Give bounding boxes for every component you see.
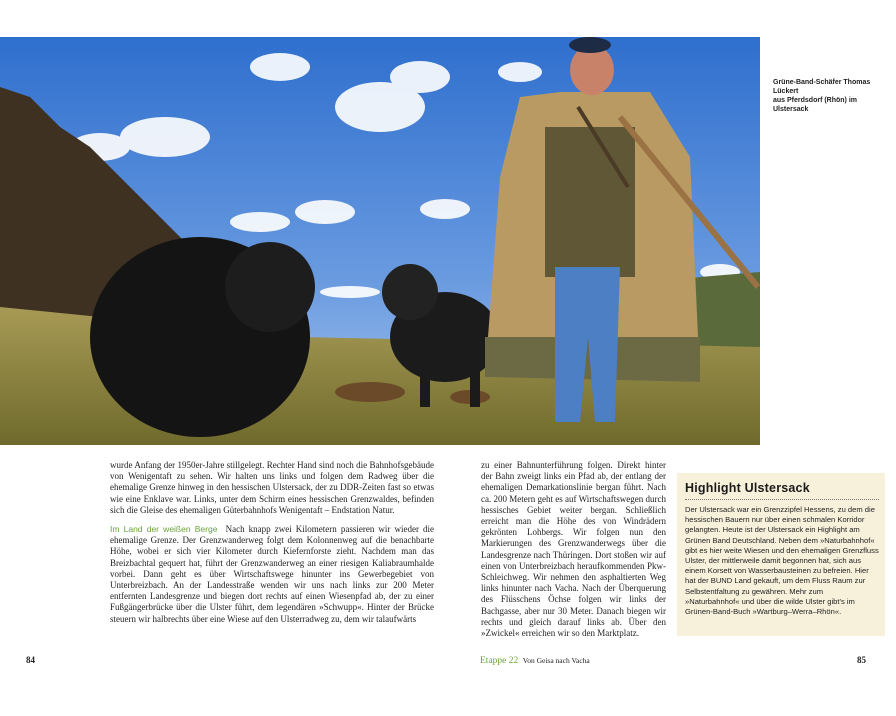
page-number-left: 84	[26, 655, 35, 665]
running-footer	[480, 655, 590, 666]
text-column-middle	[481, 460, 666, 639]
route-label: Von Geisa nach Vacha	[522, 656, 590, 665]
stage-label: Etappe 22	[480, 656, 519, 666]
highlight-box	[677, 473, 885, 636]
page-number-right: 85	[857, 655, 866, 665]
caption-line-1: Grüne-Band-Schäfer Thomas Lückert	[773, 79, 871, 95]
highlight-text: Der Ulstersack war ein Grenzzipfel Hessens, zu dem die hessischen Bauern nur über einen schmalen Korridor gelangten. Heute ist der Ulstersack ein Highlight am Grünen Band Deutschland. Neben dem »Naturbahnhof« gibt es hier weite Wiesen und den ehemaligen Grenzfluss Ulster, der mittlerweile damit begonnen hat, sich aus einem Korsett von Wasserbausteinen zu befreien. Hier hat der BUND Land gekauft, um dem Fluss Raum zur Selbstentfaltung zu gewähren. Mehr zum »Naturbahnhof« und über die wilde Ulster gibt's im Grünen-Band-Buch »Wartburg–Werra–Rhön«.	[685, 505, 879, 617]
paragraph-text: Nach knapp zwei Kilometern passieren wir wieder die ehemalige Grenze. Der Grenzwanderweg folgt dem Kolonnenweg auf die benachbarte Höhe, wobei er sich vier Kilometer durch Kiefernforste zieht. Nachdem man das Breizbachtal gequert hat, führt der Grenzwanderweg an einer riesigen Kaliabraumhalde vorbei. Dann geht es über Wirtschaftswege hinunter ins Gewerbegebiet von Unterbreizbach. An der Landesstraße wenden wir uns nach links zur 200 Meter entfernten Landesgrenze und biegen dort rechts auf einen Wiesenpfad ab, der zu einer Fußgängerbrücke über die Ulster führt, dem legendären »Schwupp«. Hinter der Brücke steuern wir halbrechts über eine Wiese auf den Ulsterradweg zu, dem wir talaufwärts	[110, 524, 434, 624]
paragraph: wurde Anfang der 1950er-Jahre stillgelegt. Rechter Hand sind noch die Bahnhofsgebäude von Wenigentaft zu sehen. Wir halten uns links und folgen dem Radweg über die ehemalige Grenze hinweg in den hessischen Ulstersack, der zu DDR-Zeiten fast so etwas wie eine Enklave war. Links, unter dem Schirm eines hessischen Grenzwaldes, befinden sich die Gleise des ehemaligen Güterbahnhofs Wenigentaft – Endstation Natur.	[110, 460, 434, 515]
highlight-title: Highlight Ulstersack	[685, 481, 810, 495]
photo-shepherd-with-dogs	[0, 37, 760, 445]
paragraph: zu einer Bahnunterführung folgen. Direkt hinter der Bahn zweigt links ein Pfad ab, der entlang der ehemaligen Demarkationslinie bergan führt. Nach ca. 200 Metern geht es auf Wirtschaftswegen durch hessisches Gebiet weiter bergan. Schließlich erreicht man die Höhe des von Windrädern gekrönten Lohbergs. Wir folgen nun den Markierungen des Grenzwanderwegs über die Landesgrenze nach Thüringen. Dort stoßen wir auf einen von Unterbreizbach heraufkommenden Pkw-Schleichweg. Wir nehmen den asphaltierten Weg links hinunter nach Vacha. Nach der Überquerung des Flüsschens Öchse folgen wir links der Bachgasse, aber nur 30 Meter. Danach biegen wir rechts und gleich darauf links ab. Über den »Zwickel« erreichen wir so den Marktplatz.	[481, 460, 666, 639]
caption-line-2: aus Pferdsdorf (Rhön) im Ulstersack	[773, 97, 858, 113]
paragraph-with-subhead	[110, 524, 434, 625]
dotted-divider	[685, 499, 879, 500]
section-subhead: Im Land der weißen Berge	[110, 524, 218, 535]
text-column-left	[110, 460, 434, 625]
molehill	[335, 382, 405, 402]
photo-caption	[773, 78, 891, 114]
